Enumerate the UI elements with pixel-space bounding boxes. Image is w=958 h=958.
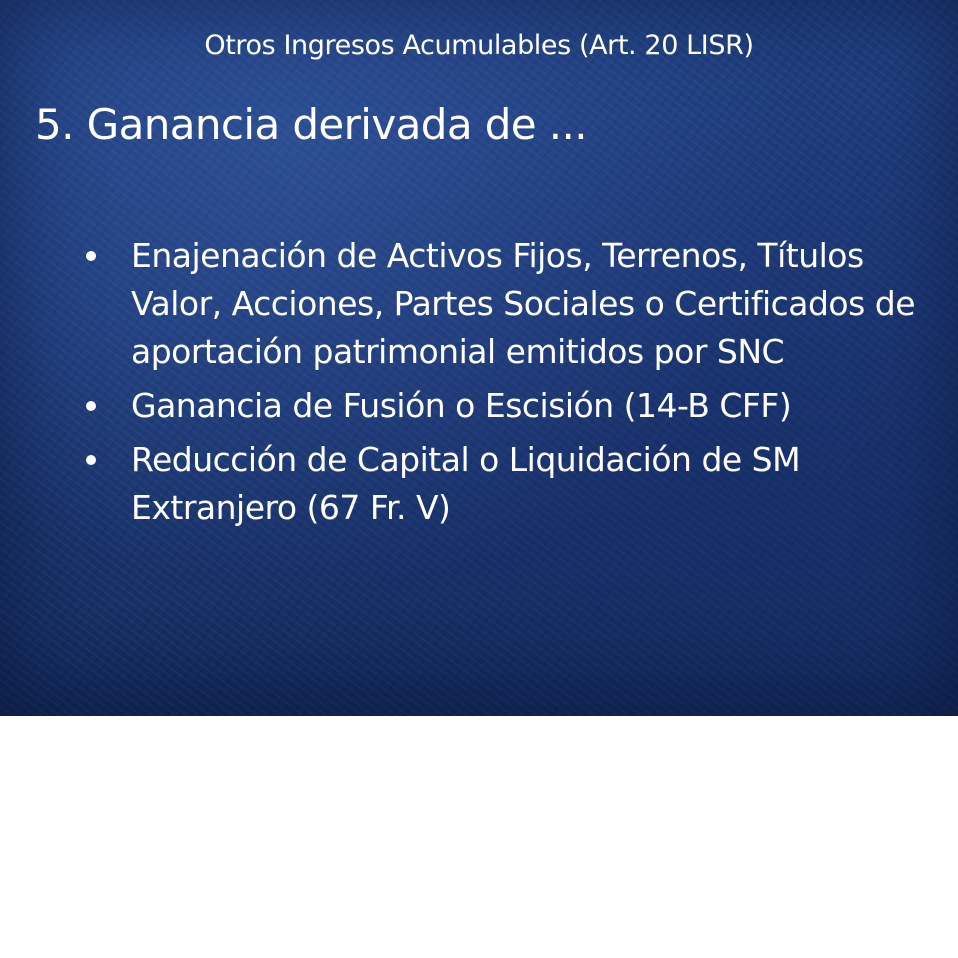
slide-header: Otros Ingresos Acumulables (Art. 20 LISR): [204, 30, 754, 61]
bullet-item: [80, 232, 930, 376]
bullet-text: Ganancia de Fusión o Escisión (14-B CFF): [131, 386, 792, 425]
slide-title: 5. Ganancia derivada de ...: [35, 100, 588, 149]
bullet-dot-icon: [86, 455, 96, 465]
bullet-item: [80, 436, 930, 532]
bullet-text: Reducción de Capital o Liquidación de SM Extranjero (67 Fr. V): [131, 440, 801, 527]
bullet-list: [80, 232, 930, 538]
bullet-text: Enajenación de Activos Fijos, Terrenos, Títulos Valor, Acciones, Partes Sociales o Certificados de aportación patrimonial emitidos por SNC: [131, 236, 916, 371]
bullet-dot-icon: [86, 251, 96, 261]
bullet-item: [80, 382, 930, 430]
bullet-dot-icon: [86, 401, 96, 411]
